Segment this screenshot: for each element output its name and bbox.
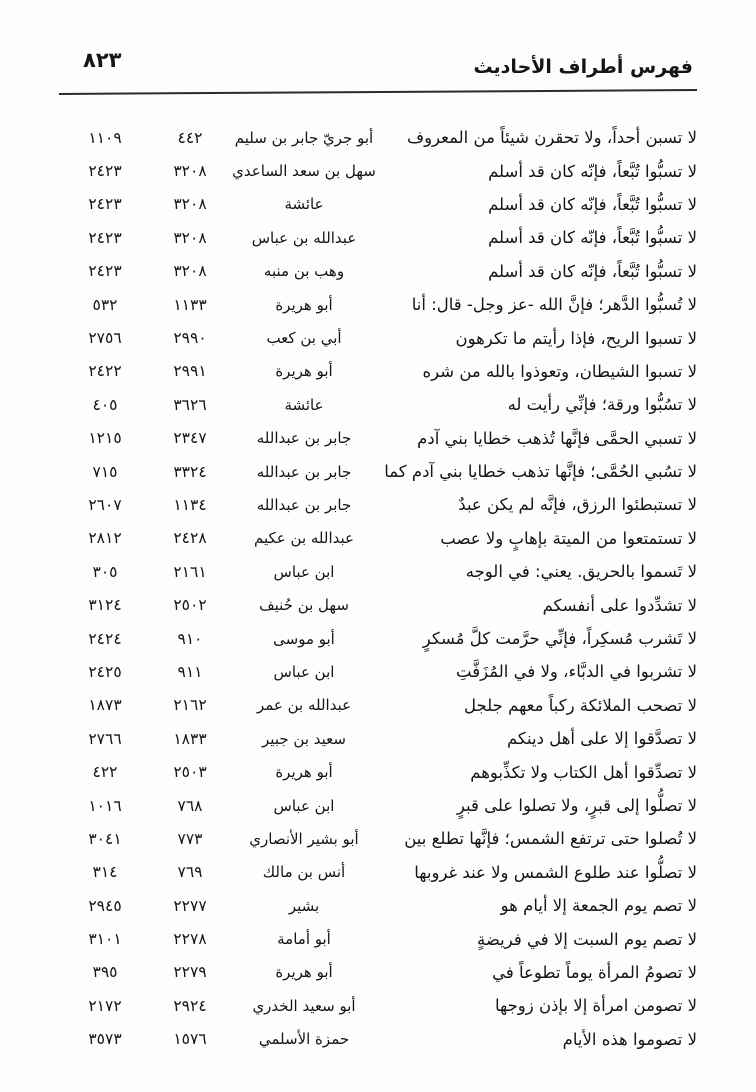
narrator-name: سعيد بن جبير [262, 729, 346, 748]
narrator-name: جابر بن عبدالله [256, 462, 352, 481]
hadith-number: ١١٣٣ [173, 295, 207, 314]
hadith-text: لا تصومن امرأة إلا بإذن زوجها [494, 996, 697, 1016]
narrator-name: أبو أمامة [277, 930, 331, 949]
volume-page-number: ٢٤٢٥ [88, 662, 122, 681]
narrator-name: حمزة الأسلمي [258, 1030, 350, 1049]
hadith-text: لا تسبُّوا تُبَّعاً، فإنّه كان قد أسلم [488, 228, 697, 248]
table-row [59, 455, 697, 488]
volume-page-number: ١٨٧٣ [88, 696, 122, 715]
hadith-text: لا تصلُّوا إلى قبرٍ، ولا تصلوا على قبرٍ [456, 796, 697, 815]
page-header [59, 46, 697, 90]
narrator-name: أبو هريرة [275, 763, 333, 782]
narrator-name: وهب بن منبه [263, 262, 345, 281]
narrator-name: عبدالله بن عمر [256, 696, 352, 715]
volume-page-number: ٢٤٢٣ [88, 162, 122, 181]
volume-page-number: ٤٢٢ [92, 763, 118, 782]
hadith-text: لا تصحب الملائكة ركباً معهم جلجل [464, 695, 697, 715]
hadith-text: لا تسبوا الريح، فإذا رأيتم ما تكرهون [455, 328, 697, 348]
table-row [59, 722, 697, 755]
narrator-name: جابر بن عبدالله [256, 495, 352, 514]
volume-page-number: ٣٩٥ [92, 963, 118, 982]
hadith-text: لا تصومُ المرأة يوماً تطوعاً في [492, 962, 697, 982]
volume-page-number: ١٠١٦ [88, 796, 122, 815]
narrator-name: أبو سعيد الخدري [252, 996, 356, 1015]
table-row [59, 622, 697, 655]
narrator-name: أبو جريّ جابر بن سليم [234, 128, 374, 147]
narrator-name: جابر بن عبدالله [256, 429, 352, 448]
narrator-name: أبو بشير الأنصاري [249, 829, 359, 848]
volume-page-number: ٢٤٢٣ [88, 262, 122, 281]
hadith-text: لا تسُبُّوا ورقة؛ فإنِّي رأيت له [507, 395, 697, 415]
hadith-number: ٧٦٨ [177, 796, 203, 815]
table-row [59, 956, 697, 989]
hadith-number: ١٥٧٦ [173, 1030, 207, 1049]
hadith-number: ٢٥٠٣ [173, 763, 207, 782]
narrator-name: أبو موسى [273, 629, 335, 648]
hadith-number: ٣٦٢٦ [173, 395, 207, 414]
hadith-text: لا تَشرب مُسكِراً، فإنِّي حرَّمت كلَّ مُسكرٍ [422, 629, 697, 649]
hadith-number: ٩١١ [177, 662, 203, 681]
hadith-text: لا تسبُّوا تُبَّعاً، فإنّه كان قد أسلم [488, 194, 697, 214]
volume-page-number: ٣١٤ [92, 863, 118, 882]
narrator-name: عائشة [284, 395, 324, 414]
table-row [59, 221, 697, 254]
hadith-number: ٢٣٤٧ [173, 429, 207, 448]
hadith-number: ٢٤٢٨ [173, 529, 207, 548]
volume-page-number: ١١٠٩ [88, 128, 122, 147]
volume-page-number: ١٢١٥ [88, 429, 122, 448]
hadith-number: ٢٩٩١ [173, 362, 207, 381]
hadith-text: لا تصوموا هذه الأيام [562, 1029, 697, 1049]
hadith-text: لا تصم يوم السبت إلا في فريضةٍ [477, 929, 697, 949]
hadith-text: لا تسبُّوا تُبَّعاً، فإنّه كان قد أسلم [488, 161, 697, 181]
volume-page-number: ٢٤٢٢ [88, 362, 122, 381]
hadith-text: لا تشربوا في الدبَّاء، ولا في المُزَفَّتِ [456, 662, 697, 682]
hadith-text: لا تسبُّوا تُبَّعاً، فإنّه كان قد أسلم [488, 261, 697, 281]
hadith-number: ١٨٣٣ [173, 729, 207, 748]
table-row [59, 755, 697, 788]
page-title: فهرس أطراف الأحاديث [473, 56, 693, 78]
hadith-number: ٢١٦١ [173, 562, 207, 581]
table-row [59, 488, 697, 521]
table-row [59, 889, 697, 922]
hadith-number: ٢٢٧٨ [173, 930, 207, 949]
volume-page-number: ٢٩٤٥ [88, 896, 122, 915]
table-row [59, 321, 697, 354]
hadith-number: ٣٣٢٤ [173, 462, 207, 481]
hadith-number: ٢٥٠٢ [173, 596, 207, 615]
narrator-name: أنس بن مالك [262, 863, 346, 882]
table-row [59, 522, 697, 555]
volume-page-number: ٣٠٤١ [88, 829, 122, 848]
hadith-text: لا تصلُّوا عند طلوع الشمس ولا عند غروبها [414, 862, 697, 882]
hadith-text: لا تستمتعوا من الميتة بإهابٍ ولا عصب [440, 528, 697, 548]
hadith-text: لا تصم يوم الجمعة إلا أيام هو [500, 896, 697, 916]
volume-page-number: ٣٥٧٣ [88, 1030, 122, 1049]
narrator-name: عائشة [284, 195, 324, 214]
hadith-number: ٢٩٢٤ [173, 996, 207, 1015]
table-row [59, 255, 697, 288]
hadith-text: لا تسبوا الشيطان، وتعوذوا بالله من شره [422, 361, 697, 381]
narrator-name: عبدالله بن عباس [251, 228, 357, 247]
hadith-index-table [59, 121, 697, 1056]
hadith-number: ٤٤٢ [177, 128, 203, 147]
hadith-text: لا تسبي الحمَّى فإنَّها تُذهب خطايا بني آدم [417, 428, 697, 448]
hadith-text: لا تسُبي الحُمَّى؛ فإنَّها تذهب خطايا بني آدم كما [384, 462, 697, 482]
table-row [59, 655, 697, 688]
table-row [59, 1023, 697, 1056]
table-row [59, 789, 697, 822]
hadith-text: لا تصدِّقوا أهل الكتاب ولا تكذِّبوهم [470, 762, 697, 782]
hadith-text: لا تسبن أحداً، ولا تحقرن شيئاً من المعروف [406, 128, 697, 148]
hadith-number: ٣٢٠٨ [173, 162, 207, 181]
hadith-number: ٢٢٧٩ [173, 963, 207, 982]
hadith-text: لا تصدَّقوا إلا على أهل دينكم [506, 729, 697, 749]
table-row [59, 121, 697, 154]
narrator-name: ابن عباس [273, 662, 335, 681]
table-row [59, 989, 697, 1022]
table-row [59, 689, 697, 722]
table-row [59, 355, 697, 388]
page-number: ٨٢٣ [83, 48, 122, 72]
narrator-name: سهل بن سعد الساعدي [232, 162, 376, 181]
table-row [59, 822, 697, 855]
hadith-number: ٣٢٠٨ [173, 228, 207, 247]
volume-page-number: ٥٣٢ [92, 295, 118, 314]
volume-page-number: ٢٤٢٣ [88, 228, 122, 247]
hadith-text: لا تشدِّدوا على أنفسكم [542, 595, 697, 615]
table-row [59, 288, 697, 321]
volume-page-number: ٢١٧٢ [88, 996, 122, 1015]
volume-page-number: ٢٤٢٤ [88, 629, 122, 648]
narrator-name: أبو هريرة [275, 963, 333, 982]
narrator-name: ابن عباس [273, 562, 335, 581]
narrator-name: أبي بن كعب [266, 329, 342, 348]
hadith-number: ٧٧٣ [177, 829, 203, 848]
hadith-number: ٢١٦٢ [173, 696, 207, 715]
table-row [59, 422, 697, 455]
narrator-name: ابن عباس [273, 796, 335, 815]
table-row [59, 154, 697, 187]
volume-page-number: ٣١٢٤ [88, 596, 122, 615]
hadith-number: ١١٣٤ [173, 495, 207, 514]
table-row [59, 388, 697, 421]
narrator-name: بشير [288, 896, 320, 915]
table-row [59, 856, 697, 889]
narrator-name: أبو هريرة [275, 362, 333, 381]
volume-page-number: ٤٠٥ [92, 395, 118, 414]
volume-page-number: ٢٧٦٦ [88, 729, 122, 748]
volume-page-number: ٣٠٥ [92, 562, 118, 581]
table-row [59, 555, 697, 588]
volume-page-number: ٧١٥ [92, 462, 118, 481]
hadith-text: لا تَسموا بالحريق. يعني: في الوجه [465, 562, 697, 582]
hadith-text: لا تُصلوا حتى ترتفع الشمس؛ فإنَّها تطلع بين [404, 829, 697, 849]
table-row [59, 188, 697, 221]
volume-page-number: ٢٨١٢ [88, 529, 122, 548]
narrator-name: سهل بن حُنيف [259, 596, 349, 615]
narrator-name: عبدالله بن عكيم [254, 529, 354, 548]
volume-page-number: ٣١٠١ [88, 930, 122, 949]
volume-page-number: ٢٤٢٣ [88, 195, 122, 214]
hadith-number: ٢٩٩٠ [173, 329, 207, 348]
narrator-name: أبو هريرة [275, 295, 333, 314]
hadith-number: ٣٢٠٨ [173, 262, 207, 281]
table-row [59, 922, 697, 955]
volume-page-number: ٢٦٠٧ [88, 495, 122, 514]
table-row [59, 588, 697, 621]
hadith-text: لا تُسبُّوا الدَّهر؛ فإنَّ الله -عز وجل- قال: أنا [411, 295, 697, 315]
hadith-number: ٢٢٧٧ [173, 896, 207, 915]
hadith-number: ٧٦٩ [177, 863, 203, 882]
hadith-text: لا تستبطئوا الرزق، فإنَّه لم يكن عبدٌ [458, 495, 697, 515]
volume-page-number: ٢٧٥٦ [88, 329, 122, 348]
hadith-number: ٩١٠ [177, 629, 203, 648]
hadith-number: ٣٢٠٨ [173, 195, 207, 214]
